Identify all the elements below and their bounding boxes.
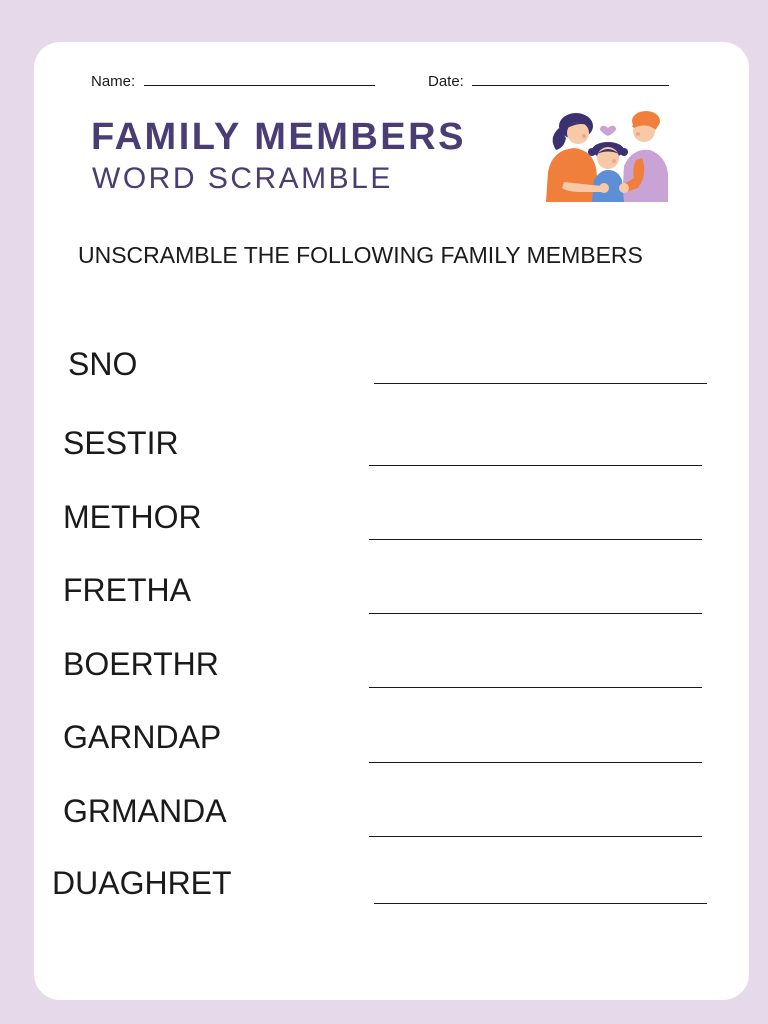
date-label: Date: (428, 73, 464, 90)
answer-line[interactable] (369, 762, 702, 763)
scrambled-word: GARNDAP (63, 719, 222, 755)
answer-line[interactable] (374, 903, 707, 904)
name-field[interactable] (144, 85, 375, 86)
worksheet-page (34, 42, 749, 1000)
answer-line[interactable] (369, 613, 702, 614)
scrambled-word: SESTIR (63, 425, 179, 461)
scrambled-word: BOERTHR (63, 646, 219, 682)
worksheet-subtitle: WORD SCRAMBLE (92, 162, 393, 195)
worksheet-title: FAMILY MEMBERS (91, 116, 466, 158)
answer-line[interactable] (374, 383, 707, 384)
family-illustration-icon (542, 108, 672, 204)
scrambled-word: DUAGHRET (52, 865, 232, 901)
instructions-text: UNSCRAMBLE THE FOLLOWING FAMILY MEMBERS (78, 242, 643, 268)
answer-line[interactable] (369, 465, 702, 466)
scrambled-word: GRMANDA (63, 793, 227, 829)
name-label: Name: (91, 73, 136, 90)
date-field[interactable] (472, 85, 669, 86)
answer-line[interactable] (369, 836, 702, 837)
scrambled-word: METHOR (63, 499, 202, 535)
answer-line[interactable] (369, 539, 702, 540)
answer-line[interactable] (369, 687, 702, 688)
scrambled-word: FRETHA (63, 572, 191, 608)
scrambled-word: SNO (68, 346, 138, 382)
